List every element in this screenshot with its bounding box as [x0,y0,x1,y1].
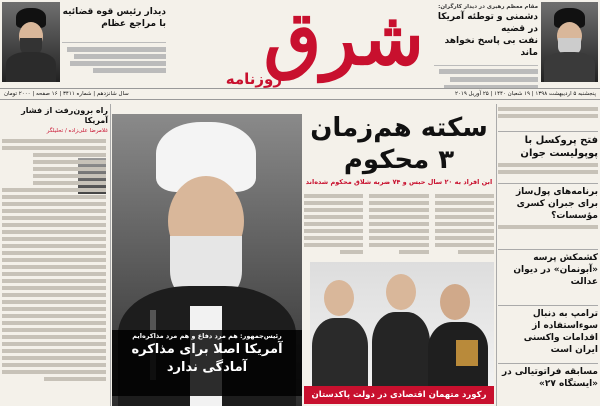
right-item-4 [498,305,598,363]
left-column-text [2,136,106,384]
dateline [0,88,600,100]
right-item-5 [498,363,598,403]
right-column-top-text [498,107,598,129]
folders [456,340,478,366]
dateline-issue: سال شانزدهم | شماره ۳۴۱۱ | ۱۶ صفحه | ۲۰۰۰ تومان [4,91,129,97]
left-column-author: غلامرضا علی‌زاده / تحلیلگر [46,128,108,134]
header-left-portrait [2,2,60,82]
left-column-title: راه برون‌رفت از فشار آمریکا [21,106,108,125]
right-item-4-title: ترامپ به دنبال سوءاستفاده از اقدامات واکسنی ایران است [523,309,598,355]
masthead-title: شرق [263,0,424,82]
group-photo-caption [304,386,494,404]
group-photo [310,262,494,388]
right-column [498,104,598,406]
header-left-text [62,42,166,82]
main-subhead: ابن افراد به ۲۰ سال حبس و ۷۴ ضربه شلاق محکوم شده‌اند [305,178,493,186]
header-left-headline-1: دیدار رئیس قوه قضائیه [62,7,166,17]
right-item-5-title: مسابقه فراتوتیالی در «ایستگاه ۲۷» [501,367,598,389]
main-photo-caption [112,330,302,396]
header-right-portrait [541,2,598,82]
right-item-2 [498,183,598,249]
header-right-headline-1: دشمنی و توطئه آمریکا در قضیه [437,12,538,34]
header-right-intro: مقام معظم رهبری در دیدار کارگران: [438,4,538,10]
right-item-3 [498,249,598,305]
left-column [2,106,108,404]
main-headline-1: سکته هم‌زمان [310,113,488,143]
column-divider [496,104,497,406]
caption-line-1: رئیس‌جمهور: هم مرد دفاع و هم مرد مذاکره‌ایم [132,332,282,340]
header-left-headline-2: با مراجع عظام [101,19,166,29]
column-divider [110,104,111,406]
header-right-story [434,4,538,86]
caption-line-3: آمادگی ندارد [166,360,248,375]
header-left-story [62,6,166,86]
right-item-2-title: برنامه‌های پول‌ساز برای جبران کسری مؤسسات؟ [515,187,598,221]
main-headline-2: ۳ محکوم [343,145,455,175]
masthead [170,0,432,100]
right-item-1 [498,131,598,183]
group-photo-caption-text: رکورد متهمان اقتصادی در دولت پاکدستان [311,390,487,400]
header-right-headline-2: نفت بی پاسخ نخواهد ماند [444,36,538,58]
main-story-text [304,191,494,257]
masthead-subtitle: روزنامه [225,70,282,88]
right-item-1-title: فتح پروکسل با پوپولیست جوان [520,135,598,159]
dateline-date: پنجشنبه ۵ اردیبهشت ۱۳۹۸ | ۱۹ شعبان ۱۴۴۰ | ۲۵ آوریل ۲۰۱۹ [454,91,596,97]
right-item-3-title: کشمکش پرسه «آبونمان» در دیوان عدالت [513,253,598,287]
caption-line-2: آمریکا اصلا برای مذاکره [131,342,283,357]
